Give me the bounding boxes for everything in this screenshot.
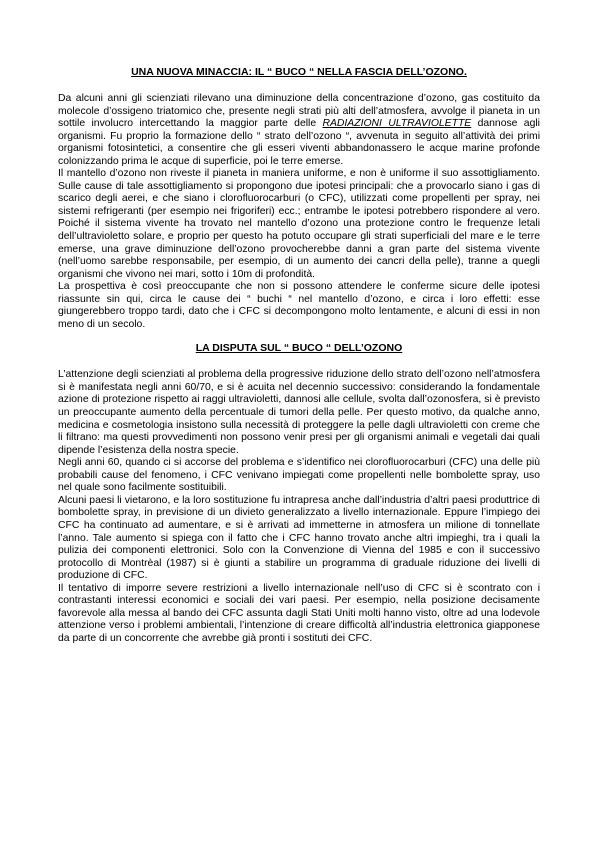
document-title: UNA NUOVA MINACCIA: IL “ BUCO “ NELLA FASCIA DELL’OZONO. — [131, 66, 467, 78]
document-page — [58, 66, 540, 645]
emphasized-term: RADIAZIONI ULTRAVIOLETTE — [322, 118, 472, 130]
paragraph: Alcuni paesi li vietarono, e la loro sostituzione fu intrapresa anche dall’industria d’altri paesi produttrice di bombolette spray, in previsione di un divieto generalizzato a livello internazionale. Eppure l’impiego dei CFC ha continuato ad aumentare, e si è arrivati ad immetterne in atmosfera un milione di tonnellate l’anno. Tale aumento si spiega con il fatto che i CFC hanno trovato anche altri impieghi, tra i quali la pulizia dei componenti elettronici. Solo con la Convenzione di Vienna del 1985 e con il successivo protocollo di Montrèal (1987) si è giunti a stabilire un programma di graduale riduzione dei livelli di produzione di CFC. — [58, 494, 540, 582]
section-heading: LA DISPUTA SUL “ BUCO “ DELL’OZONO — [195, 342, 403, 355]
paragraph: L’attenzione degli scienziati al problema della progressive riduzione dello strato dell’ozono nell’atmosfera si è manifestata negli anni 60/70, e si è acuita nel decennio successivo: considerando la fondamentale azione di protezione rispetto ai raggi ultravioletti, dannosi alle cellule, svolta dall’ozonosfera, si è previsto un preoccupante aumento della percentuale di tumori della pelle. Per questo motivo, da qualche anno, medicina e cosmetologia insistono sulla necessità di proteggere la pelle dagli ultravioletti con creme che li filtrano: ma questi provvedimenti non possono venir presi per gli organismi animali e vegetali dai quali dipende l’esistenza della nostra specie. — [58, 369, 540, 456]
paragraph — [58, 93, 540, 168]
paragraph: La prospettiva è così preoccupante che non si possono attendere le conferme sicure delle ipotesi riassunte sin qui, circa le cause dei “ buchi “ nel mantello d’ozono, e circa i loro effetti: esse giungerebbero troppo tardi, dato che i CFC si decompongono molto lentamente, e alcuni di essi in non meno di un secolo. — [58, 281, 540, 330]
paragraph: Il tentativo di imporre severe restrizioni a livello internazionale nell’uso di CFC si è scontrato con i contrastanti interessi economici e sociali dei vari paesi. Per esempio, nella posizione decisamente favorevole alla messa al bando dei CFC assunta dagli Stati Uniti molti hanno visto, oltre ad una lodevole attenzione verso i problemi ambientali, l’intenzione di creare difficoltà all’industria elettronica giapponese da parte di un concorrente che avrebbe già pronti i sostituti dei CFC. — [58, 582, 540, 644]
paragraph-text: dannose agli organismi. Fu proprio la formazione dello “ strato dell’ozono “, avvenuta in seguito all’attività dei primi organismi fotosintetici, a consentire che gli esseri viventi abbandonassero le acque marine profonde colonizzando prima le acque di superficie, poi le terre emerse. — [58, 118, 540, 167]
paragraph: Il mantello d’ozono non riveste il pianeta in maniera uniforme, e non è uniforme il suo assottigliamento. Sulle cause di tale assottigliamento si propongono due ipotesi principali: che a provocarlo siano i gas di scarico degli aerei, e che siano i clorofluorocarburi (o CFC), utilizzati come propellenti per spray, nei sistemi refrigeranti (per esempio nei frigoriferi) ecc.; entrambe le ipotesi potrebbero rispondere al vero. Poiché il sistema vivente ha trovato nel mantello d’ozono una protezione contro le frequenze letali dell’ultravioletto solare, e proprio per questo ha potuto occupare gli strati superficiali del mare e le terre emerse, una grave diminuzione dell’ozono provocherebbe danni a gran parte del sistema vivente (nell’uomo sarebbe responsabile, per esempio, di un aumento dei cancri della pelle), tranne a quegli organismi che vivono nei mari, sotto i 10m di profondità. — [58, 168, 540, 280]
paragraph: Negli anni 60, quando ci si accorse del problema e s’identifico nei clorofluorocarburi (CFC) una delle più probabili cause del fenomeno, i CFC venivano impiegati come propellenti nelle bombolette spray, uso nel quale sono facilmente sostituibili. — [58, 457, 540, 494]
paragraph-text: Da alcuni anni gli scienziati rilevano una diminuzione della concentrazione d’ozono, gas costituito da molecole d’ossigeno triatomico che, presente negli strati più alti dell’atmosfera, avvolge il pianeta in un sottile involucro intercettando la maggior parte delle — [58, 93, 540, 130]
